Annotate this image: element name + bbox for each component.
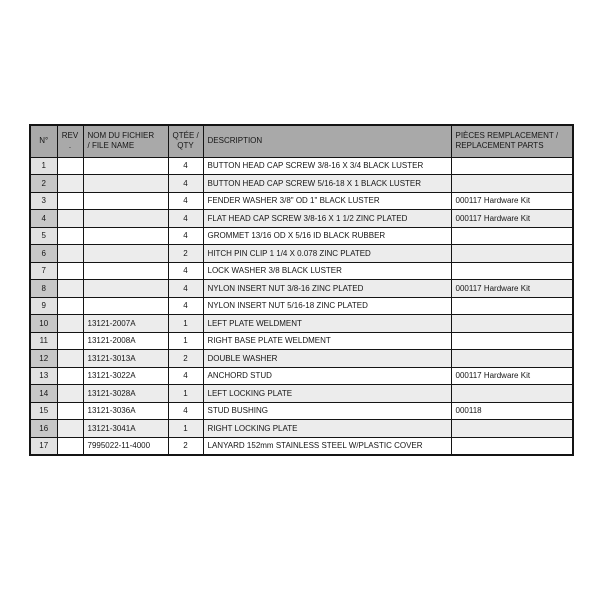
cell-file xyxy=(83,175,168,193)
cell-replacement xyxy=(451,350,573,368)
cell-qty: 4 xyxy=(168,157,203,175)
header-replacement-parts xyxy=(451,125,573,157)
cell-description: DOUBLE WASHER xyxy=(203,350,451,368)
cell-replacement: 000117 Hardware Kit xyxy=(451,192,573,210)
cell-description: LEFT PLATE WELDMENT xyxy=(203,315,451,333)
cell-description: NYLON INSERT NUT 3/8-16 ZINC PLATED xyxy=(203,280,451,298)
cell-description: NYLON INSERT NUT 5/16-18 ZINC PLATED xyxy=(203,297,451,315)
header-row xyxy=(30,125,573,157)
parts-table xyxy=(29,124,574,456)
cell-rev xyxy=(57,297,83,315)
cell-qty: 4 xyxy=(168,402,203,420)
header-qty xyxy=(168,125,203,157)
cell-qty: 4 xyxy=(168,227,203,245)
cell-qty: 4 xyxy=(168,280,203,298)
header-file-line2: / FILE NAME xyxy=(87,141,135,151)
cell-no: 1 xyxy=(30,157,57,175)
cell-qty: 4 xyxy=(168,175,203,193)
cell-description: LEFT LOCKING PLATE xyxy=(203,385,451,403)
cell-rev xyxy=(57,350,83,368)
cell-file xyxy=(83,157,168,175)
table-row xyxy=(30,437,573,455)
cell-replacement xyxy=(451,420,573,438)
table-row xyxy=(30,332,573,350)
cell-qty: 2 xyxy=(168,245,203,263)
cell-replacement: 000117 Hardware Kit xyxy=(451,280,573,298)
cell-replacement xyxy=(451,332,573,350)
cell-rev xyxy=(57,420,83,438)
cell-qty: 4 xyxy=(168,210,203,228)
table-row xyxy=(30,192,573,210)
cell-replacement xyxy=(451,437,573,455)
header-replacement-line1: PIÈCES REMPLACEMENT / xyxy=(455,131,559,141)
cell-no: 11 xyxy=(30,332,57,350)
table-row xyxy=(30,367,573,385)
table-row xyxy=(30,350,573,368)
cell-rev xyxy=(57,262,83,280)
cell-no: 15 xyxy=(30,402,57,420)
cell-qty: 4 xyxy=(168,367,203,385)
cell-no: 4 xyxy=(30,210,57,228)
cell-file: 13121-2007A xyxy=(83,315,168,333)
header-file-name xyxy=(83,125,168,157)
table-row xyxy=(30,280,573,298)
cell-file xyxy=(83,210,168,228)
cell-no: 5 xyxy=(30,227,57,245)
cell-rev xyxy=(57,192,83,210)
table-row xyxy=(30,227,573,245)
cell-description: LOCK WASHER 3/8 BLACK LUSTER xyxy=(203,262,451,280)
cell-file xyxy=(83,262,168,280)
cell-replacement: 000117 Hardware Kit xyxy=(451,210,573,228)
cell-file: 13121-3041A xyxy=(83,420,168,438)
table-row xyxy=(30,175,573,193)
cell-description: GROMMET 13/16 OD X 5/16 ID BLACK RUBBER xyxy=(203,227,451,245)
cell-file xyxy=(83,192,168,210)
table-row xyxy=(30,262,573,280)
cell-replacement xyxy=(451,262,573,280)
cell-no: 16 xyxy=(30,420,57,438)
cell-description: STUD BUSHING xyxy=(203,402,451,420)
cell-file: 7995022-11-4000 xyxy=(83,437,168,455)
cell-no: 3 xyxy=(30,192,57,210)
cell-no: 8 xyxy=(30,280,57,298)
header-qty-line2: QTY xyxy=(177,141,194,151)
header-no-label: N° xyxy=(39,136,49,146)
cell-file: 13121-3028A xyxy=(83,385,168,403)
cell-no: 2 xyxy=(30,175,57,193)
header-rev-line1: REV xyxy=(61,131,79,141)
cell-description: FENDER WASHER 3/8" OD 1" BLACK LUSTER xyxy=(203,192,451,210)
table-row xyxy=(30,385,573,403)
cell-file xyxy=(83,297,168,315)
parts-table-header xyxy=(30,125,573,157)
cell-rev xyxy=(57,245,83,263)
cell-description: FLAT HEAD CAP SCREW 3/8-16 X 1 1/2 ZINC PLATED xyxy=(203,210,451,228)
cell-description: BUTTON HEAD CAP SCREW 3/8-16 X 3/4 BLACK LUSTER xyxy=(203,157,451,175)
cell-file xyxy=(83,245,168,263)
cell-replacement xyxy=(451,297,573,315)
cell-rev xyxy=(57,157,83,175)
cell-replacement xyxy=(451,245,573,263)
cell-rev xyxy=(57,385,83,403)
cell-replacement: 000118 xyxy=(451,402,573,420)
table-row xyxy=(30,420,573,438)
cell-rev xyxy=(57,227,83,245)
table-row xyxy=(30,245,573,263)
cell-file: 13121-3036A xyxy=(83,402,168,420)
cell-file xyxy=(83,227,168,245)
cell-description: ANCHORD STUD xyxy=(203,367,451,385)
cell-file: 13121-3022A xyxy=(83,367,168,385)
header-file-line1: NOM DU FICHIER xyxy=(87,131,155,141)
cell-rev xyxy=(57,175,83,193)
parts-table-body xyxy=(30,157,573,455)
cell-no: 12 xyxy=(30,350,57,368)
cell-no: 6 xyxy=(30,245,57,263)
cell-file: 13121-2008A xyxy=(83,332,168,350)
header-rev-line2: . xyxy=(68,141,72,151)
cell-description: LANYARD 152mm STAINLESS STEEL W/PLASTIC COVER xyxy=(203,437,451,455)
cell-qty: 4 xyxy=(168,262,203,280)
header-description xyxy=(203,125,451,157)
cell-description: HITCH PIN CLIP 1 1/4 X 0.078 ZINC PLATED xyxy=(203,245,451,263)
cell-description: RIGHT LOCKING PLATE xyxy=(203,420,451,438)
cell-replacement xyxy=(451,175,573,193)
cell-description: BUTTON HEAD CAP SCREW 5/16-18 X 1 BLACK LUSTER xyxy=(203,175,451,193)
header-description-label: DESCRIPTION xyxy=(207,136,263,146)
cell-replacement xyxy=(451,385,573,403)
cell-rev xyxy=(57,315,83,333)
cell-qty: 1 xyxy=(168,315,203,333)
header-replacement-line2: REPLACEMENT PARTS xyxy=(455,141,544,151)
header-qty-line1: QTÉE / xyxy=(172,131,199,141)
cell-description: RIGHT BASE PLATE WELDMENT xyxy=(203,332,451,350)
table-row xyxy=(30,157,573,175)
cell-rev xyxy=(57,437,83,455)
table-row xyxy=(30,315,573,333)
cell-rev xyxy=(57,210,83,228)
cell-no: 17 xyxy=(30,437,57,455)
cell-file: 13121-3013A xyxy=(83,350,168,368)
cell-qty: 2 xyxy=(168,350,203,368)
cell-file xyxy=(83,280,168,298)
cell-no: 14 xyxy=(30,385,57,403)
cell-replacement xyxy=(451,315,573,333)
cell-rev xyxy=(57,332,83,350)
cell-qty: 4 xyxy=(168,192,203,210)
cell-rev xyxy=(57,402,83,420)
cell-no: 13 xyxy=(30,367,57,385)
table-row xyxy=(30,210,573,228)
table-row xyxy=(30,297,573,315)
cell-no: 7 xyxy=(30,262,57,280)
cell-no: 10 xyxy=(30,315,57,333)
table-row xyxy=(30,402,573,420)
header-rev xyxy=(57,125,83,157)
cell-no: 9 xyxy=(30,297,57,315)
cell-replacement: 000117 Hardware Kit xyxy=(451,367,573,385)
cell-qty: 2 xyxy=(168,437,203,455)
cell-qty: 1 xyxy=(168,332,203,350)
cell-qty: 1 xyxy=(168,420,203,438)
cell-qty: 1 xyxy=(168,385,203,403)
cell-rev xyxy=(57,367,83,385)
cell-replacement xyxy=(451,227,573,245)
header-no xyxy=(30,125,57,157)
cell-rev xyxy=(57,280,83,298)
cell-qty: 4 xyxy=(168,297,203,315)
cell-replacement xyxy=(451,157,573,175)
